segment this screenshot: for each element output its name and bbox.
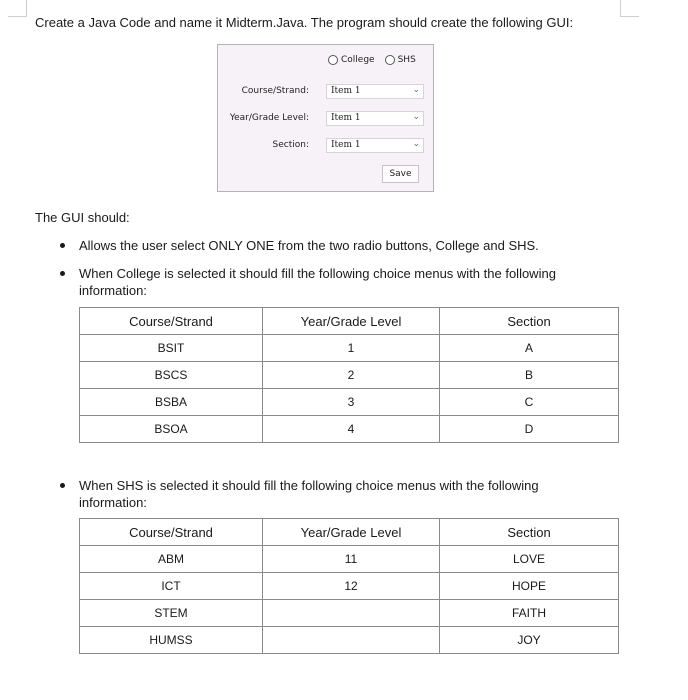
bullet-dot [60, 483, 65, 488]
gui-should-text: The GUI should: [35, 210, 130, 225]
page-corner-mark-right [620, 0, 639, 17]
table-cell: 12 [263, 573, 440, 600]
table-header-row [80, 308, 619, 335]
table-row [80, 546, 619, 573]
section-row [218, 138, 435, 154]
table-header-row [80, 519, 619, 546]
table-row [80, 389, 619, 416]
bullet-3-text: When SHS is selected it should fill the following choice menus with the following [79, 478, 539, 493]
table-cell: 1 [263, 335, 440, 362]
section-select[interactable] [326, 138, 424, 153]
section-select-value: Item 1 [331, 140, 361, 150]
radio-shs-label: SHS [397, 55, 416, 65]
header-year: Year/Grade Level [263, 308, 440, 335]
chevron-down-icon: ⌄ [412, 85, 420, 95]
header-section: Section [440, 519, 619, 546]
save-button[interactable]: Save [382, 165, 419, 183]
table-row [80, 573, 619, 600]
table-cell: BSIT [80, 335, 263, 362]
header-course: Course/Strand [80, 519, 263, 546]
table-row [80, 362, 619, 389]
table-cell: C [440, 389, 619, 416]
year-label: Year/Grade Level: [229, 113, 309, 123]
shs-table [79, 518, 619, 654]
gui-mockup-window [217, 44, 434, 192]
instruction-heading: Create a Java Code and name it Midterm.Java. The program should create the following GUI: [35, 15, 574, 30]
table-row [80, 416, 619, 443]
table-cell: 4 [263, 416, 440, 443]
table-cell: ICT [80, 573, 263, 600]
header-year: Year/Grade Level [263, 519, 440, 546]
bullet-3-text-cont: information: [79, 495, 147, 510]
header-section: Section [440, 308, 619, 335]
table-cell: HUMSS [80, 627, 263, 654]
table-cell: ABM [80, 546, 263, 573]
table-row [80, 600, 619, 627]
bullet-2-text-cont: information: [79, 283, 147, 298]
table-cell: JOY [440, 627, 619, 654]
radio-college-group[interactable] [328, 55, 375, 65]
course-select[interactable] [326, 84, 424, 99]
course-label: Course/Strand: [241, 86, 309, 96]
bullet-1-text: Allows the user select ONLY ONE from the two radio buttons, College and SHS. [79, 238, 539, 253]
radio-shs[interactable] [385, 55, 395, 65]
year-row [218, 111, 435, 127]
course-select-value: Item 1 [331, 86, 361, 96]
college-table [79, 307, 619, 443]
radio-row [328, 55, 422, 65]
table-cell [263, 600, 440, 627]
table-cell: 3 [263, 389, 440, 416]
chevron-down-icon: ⌄ [412, 112, 420, 122]
table-cell: LOVE [440, 546, 619, 573]
year-select[interactable] [326, 111, 424, 126]
table-cell: STEM [80, 600, 263, 627]
table-cell: A [440, 335, 619, 362]
table-cell: BSOA [80, 416, 263, 443]
table-cell: BSCS [80, 362, 263, 389]
radio-shs-group[interactable] [385, 55, 416, 65]
radio-college-label: College [341, 55, 375, 65]
table-row [80, 335, 619, 362]
page-corner-mark-left [8, 0, 27, 17]
bullet-dot [60, 243, 65, 248]
table-cell: 2 [263, 362, 440, 389]
year-select-value: Item 1 [331, 113, 361, 123]
table-cell: 11 [263, 546, 440, 573]
table-cell: B [440, 362, 619, 389]
chevron-down-icon: ⌄ [412, 139, 420, 149]
section-label: Section: [272, 140, 309, 150]
table-cell: FAITH [440, 600, 619, 627]
table-cell: HOPE [440, 573, 619, 600]
table-cell: D [440, 416, 619, 443]
course-row [218, 84, 435, 100]
header-course: Course/Strand [80, 308, 263, 335]
bullet-dot [60, 271, 65, 276]
table-cell [263, 627, 440, 654]
table-cell: BSBA [80, 389, 263, 416]
radio-college[interactable] [328, 55, 338, 65]
bullet-2-text: When College is selected it should fill the following choice menus with the following [79, 266, 556, 281]
table-row [80, 627, 619, 654]
